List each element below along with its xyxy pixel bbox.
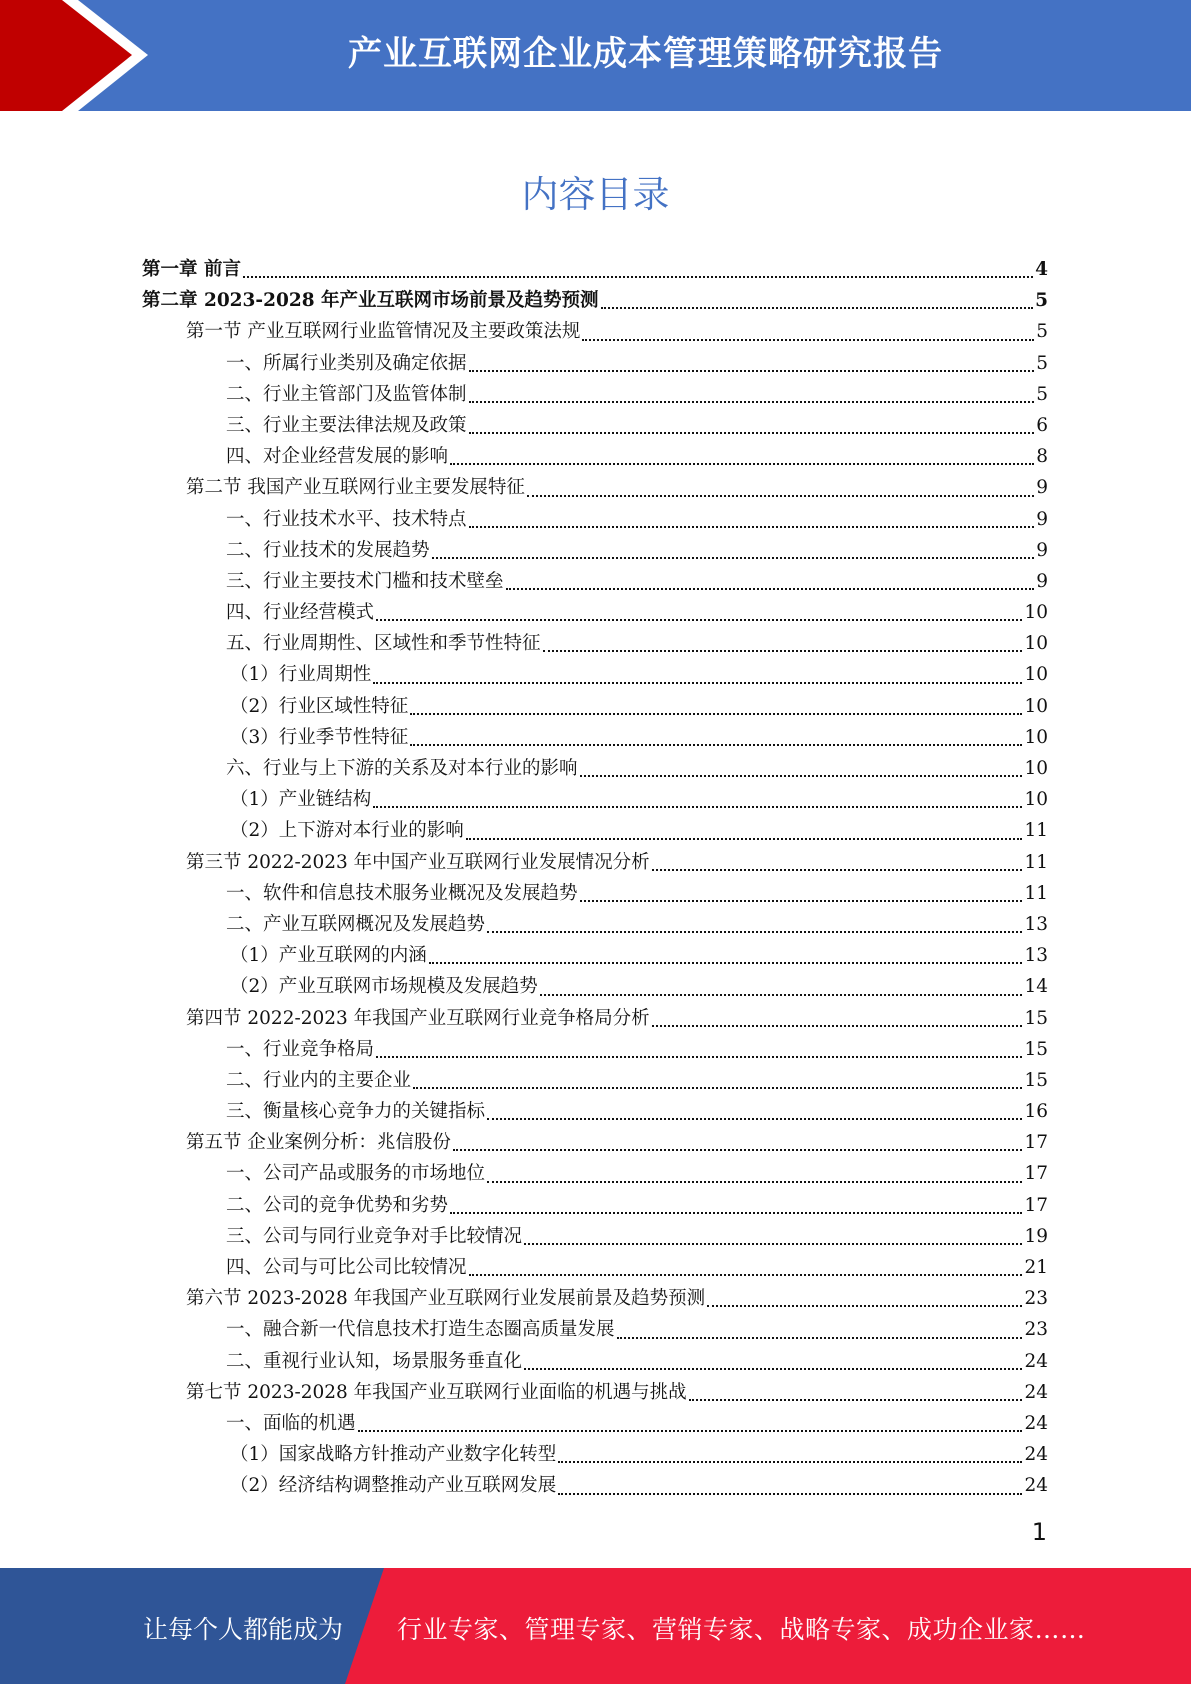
toc-entry-page: 24 bbox=[1024, 1444, 1048, 1466]
toc-entry-page: 10 bbox=[1024, 695, 1048, 717]
toc-entry-page: 11 bbox=[1024, 882, 1048, 904]
toc-entry[interactable] bbox=[142, 1127, 1048, 1158]
toc-entry[interactable] bbox=[142, 597, 1048, 628]
toc-dot-leader bbox=[373, 682, 1022, 684]
toc-entry-page: 13 bbox=[1024, 913, 1048, 935]
toc-entry-page: 5 bbox=[1036, 383, 1048, 405]
toc-entry-page: 11 bbox=[1024, 851, 1048, 873]
report-header bbox=[0, 0, 1191, 111]
toc-entry-page: 11 bbox=[1024, 820, 1048, 842]
toc-entry-title: 第二节 我国产业互联网行业主要发展特征 bbox=[186, 477, 525, 499]
toc-entry[interactable] bbox=[142, 1252, 1048, 1283]
toc-entry[interactable] bbox=[142, 1065, 1048, 1096]
toc-dot-leader bbox=[506, 588, 1035, 590]
toc-dot-leader bbox=[450, 1212, 1022, 1214]
toc-entry[interactable] bbox=[142, 1346, 1048, 1377]
toc-entry-title: 第四节 2022-2023 年我国产业互联网行业竞争格局分析 bbox=[186, 1007, 650, 1029]
toc-entry[interactable] bbox=[142, 1221, 1048, 1252]
toc-entry-page: 10 bbox=[1024, 758, 1048, 779]
toc-dot-leader bbox=[558, 1461, 1022, 1463]
toc-entry[interactable] bbox=[142, 1408, 1048, 1439]
toc-entry-title: （1）国家战略方针推动产业数字化转型 bbox=[230, 1444, 557, 1466]
toc-dot-leader bbox=[469, 401, 1035, 403]
toc-entry-title: （1）产业互联网的内涵 bbox=[230, 945, 427, 967]
toc-entry-page: 5 bbox=[1036, 321, 1048, 343]
toc-dot-leader bbox=[580, 775, 1023, 777]
toc-dot-leader bbox=[524, 1368, 1022, 1370]
toc-entry-page: 9 bbox=[1036, 508, 1048, 530]
toc-entry-page: 24 bbox=[1024, 1475, 1048, 1497]
toc-entry-title: 第五节 企业案例分析：兆信股份 bbox=[186, 1132, 451, 1154]
toc-entry-page: 9 bbox=[1036, 570, 1048, 592]
toc-entry-title: 二、行业内的主要企业 bbox=[226, 1069, 412, 1091]
report-title: 产业互联网企业成本管理策略研究报告 bbox=[348, 34, 943, 74]
toc-entry[interactable] bbox=[142, 441, 1048, 472]
toc-dot-leader bbox=[469, 1274, 1023, 1276]
toc-entry-page: 15 bbox=[1024, 1038, 1048, 1060]
toc-entry-page: 9 bbox=[1036, 539, 1048, 561]
toc-entry-title: （2）经济结构调整推动产业互联网发展 bbox=[230, 1475, 557, 1497]
toc-dot-leader bbox=[652, 869, 1023, 871]
toc-dot-leader bbox=[617, 1337, 1023, 1339]
toc-entry-title: 二、行业主管部门及监管体制 bbox=[226, 383, 467, 405]
toc-entry[interactable] bbox=[142, 691, 1048, 722]
toc-entry-page: 24 bbox=[1024, 1412, 1048, 1434]
toc-entry-page: 13 bbox=[1024, 945, 1048, 967]
toc-dot-leader bbox=[413, 1087, 1022, 1089]
toc-entry[interactable] bbox=[142, 753, 1048, 784]
toc-entry-page: 17 bbox=[1024, 1163, 1048, 1185]
toc-dot-leader bbox=[373, 806, 1022, 808]
toc-dot-leader bbox=[527, 495, 1034, 497]
toc-entry-title: 二、公司的竞争优势和劣势 bbox=[226, 1194, 449, 1216]
toc-dot-leader bbox=[453, 1149, 1023, 1151]
toc-entry[interactable] bbox=[142, 504, 1048, 535]
toc-dot-leader bbox=[601, 307, 1034, 309]
toc-dot-leader bbox=[376, 1056, 1022, 1058]
toc-dot-leader bbox=[450, 463, 1034, 465]
toc-entry-title: 三、行业主要法律法规及政策 bbox=[226, 414, 467, 436]
toc-entry-title: 二、重视行业认知，场景服务垂直化 bbox=[226, 1350, 523, 1372]
toc-entry[interactable] bbox=[142, 410, 1048, 441]
toc-entry-title: 第一节 产业互联网行业监管情况及主要政策法规 bbox=[186, 321, 581, 343]
toc-entry-page: 8 bbox=[1036, 446, 1048, 468]
toc-entry-title: （2）产业互联网市场规模及发展趋势 bbox=[230, 976, 538, 998]
toc-entry-title: 四、公司与可比公司比较情况 bbox=[226, 1257, 467, 1278]
footer-slogan-right: 行业专家、管理专家、营销专家、战略专家、成功企业家…… bbox=[397, 1615, 1086, 1644]
toc-entry-title: 二、产业互联网概况及发展趋势 bbox=[226, 913, 486, 935]
toc-entry-title: 一、软件和信息技术服务业概况及发展趋势 bbox=[226, 882, 578, 904]
toc-entry[interactable] bbox=[142, 784, 1048, 815]
toc-entry-title: 六、行业与上下游的关系及对本行业的影响 bbox=[226, 758, 578, 779]
toc-dot-leader bbox=[243, 276, 1033, 278]
toc-entry-title: 三、公司与同行业竞争对手比较情况 bbox=[226, 1225, 523, 1247]
toc-entry-title: 四、行业经营模式 bbox=[226, 602, 375, 624]
toc-entry[interactable] bbox=[142, 722, 1048, 753]
toc-entry[interactable] bbox=[142, 316, 1048, 347]
toc-entry-page: 23 bbox=[1024, 1319, 1048, 1341]
toc-entry[interactable] bbox=[142, 1283, 1048, 1314]
toc-entry-page: 23 bbox=[1024, 1288, 1048, 1310]
toc-entry[interactable] bbox=[142, 847, 1048, 878]
toc-entry-page: 6 bbox=[1036, 414, 1048, 436]
toc-entry[interactable] bbox=[142, 659, 1048, 690]
toc-entry-title: 一、公司产品或服务的市场地位 bbox=[226, 1163, 486, 1185]
toc-entry[interactable] bbox=[142, 535, 1048, 566]
toc-entry-page: 14 bbox=[1024, 976, 1048, 998]
toc-entry-title: 一、融合新一代信息技术打造生态圈高质量发展 bbox=[226, 1319, 615, 1341]
toc-entry-title: 一、行业竞争格局 bbox=[226, 1038, 375, 1060]
toc-entry[interactable] bbox=[142, 940, 1048, 971]
toc-entry-page: 10 bbox=[1024, 664, 1048, 686]
toc-dot-leader bbox=[410, 713, 1022, 715]
toc-dot-leader bbox=[582, 339, 1034, 341]
toc-dot-leader bbox=[469, 526, 1035, 528]
toc-entry-title: 三、衡量核心竞争力的关键指标 bbox=[226, 1101, 486, 1123]
toc-dot-leader bbox=[689, 1399, 1023, 1401]
toc-entry[interactable] bbox=[142, 285, 1048, 316]
toc-entry-page: 5 bbox=[1035, 290, 1048, 312]
toc-dot-leader bbox=[580, 900, 1023, 902]
toc-entry-page: 10 bbox=[1024, 602, 1048, 624]
toc-entry-title: 第六节 2023-2028 年我国产业互联网行业发展前景及趋势预测 bbox=[186, 1288, 706, 1310]
toc-entry-title: 三、行业主要技术门槛和技术壁垒 bbox=[226, 570, 504, 592]
toc-entry-title: 一、行业技术水平、技术特点 bbox=[226, 508, 467, 530]
toc-dot-leader bbox=[358, 1430, 1023, 1432]
toc-dot-leader bbox=[410, 744, 1022, 746]
toc-entry[interactable] bbox=[142, 909, 1048, 940]
toc-entry-title: 第七节 2023-2028 年我国产业互联网行业面临的机遇与挑战 bbox=[186, 1381, 687, 1403]
toc-entry[interactable] bbox=[142, 1314, 1048, 1345]
toc-entry-title: （3）行业季节性特征 bbox=[230, 726, 409, 748]
toc-entry[interactable] bbox=[142, 1377, 1048, 1408]
toc-dot-leader bbox=[487, 1181, 1022, 1183]
toc-entry-title: 一、面临的机遇 bbox=[226, 1412, 356, 1434]
toc-dot-leader bbox=[707, 1305, 1022, 1307]
toc-entry-title: （2）上下游对本行业的影响 bbox=[230, 820, 464, 842]
toc-entry[interactable] bbox=[142, 1158, 1048, 1189]
footer-slogan-left: 让每个人都能成为 bbox=[143, 1615, 344, 1644]
toc-entry-page: 24 bbox=[1024, 1381, 1048, 1403]
toc-dot-leader bbox=[376, 619, 1022, 621]
toc-entry-page: 4 bbox=[1035, 259, 1048, 280]
toc-entry-title: 一、所属行业类别及确定依据 bbox=[226, 352, 467, 374]
toc-dot-leader bbox=[543, 650, 1023, 652]
toc-entry[interactable] bbox=[142, 628, 1048, 659]
toc-dot-leader bbox=[524, 1243, 1022, 1245]
toc-entry[interactable] bbox=[142, 472, 1048, 503]
toc-entry-title: 二、行业技术的发展趋势 bbox=[226, 539, 430, 561]
toc-entry[interactable] bbox=[142, 971, 1048, 1002]
toc-dot-leader bbox=[469, 432, 1035, 434]
toc-entry-page: 16 bbox=[1024, 1101, 1048, 1123]
toc-dot-leader bbox=[469, 370, 1035, 372]
toc-entry-page: 19 bbox=[1024, 1225, 1048, 1247]
table-of-contents bbox=[142, 254, 1048, 1502]
toc-entry-page: 5 bbox=[1036, 352, 1048, 374]
toc-entry[interactable] bbox=[142, 1470, 1048, 1501]
page-footer bbox=[0, 1568, 1191, 1684]
toc-entry[interactable] bbox=[142, 254, 1048, 285]
toc-entry-page: 17 bbox=[1024, 1194, 1048, 1216]
toc-entry-page: 10 bbox=[1024, 726, 1048, 748]
toc-entry-title: 四、对企业经营发展的影响 bbox=[226, 446, 449, 468]
toc-entry[interactable] bbox=[142, 566, 1048, 597]
toc-entry[interactable] bbox=[142, 348, 1048, 379]
toc-entry-title: 第一章 前言 bbox=[142, 259, 241, 280]
toc-entry-page: 17 bbox=[1024, 1132, 1048, 1154]
toc-dot-leader bbox=[466, 838, 1023, 840]
toc-entry[interactable] bbox=[142, 1096, 1048, 1127]
toc-dot-leader bbox=[652, 1025, 1023, 1027]
toc-entry[interactable] bbox=[142, 379, 1048, 410]
toc-entry[interactable] bbox=[142, 878, 1048, 909]
toc-dot-leader bbox=[487, 931, 1022, 933]
toc-entry[interactable] bbox=[142, 1003, 1048, 1034]
toc-entry-page: 15 bbox=[1024, 1069, 1048, 1091]
toc-dot-leader bbox=[558, 1493, 1022, 1495]
toc-entry-title: （2）行业区域性特征 bbox=[230, 695, 409, 717]
toc-entry[interactable] bbox=[142, 1034, 1048, 1065]
page-number: 1 bbox=[1031, 1518, 1047, 1546]
toc-entry-page: 15 bbox=[1024, 1007, 1048, 1029]
toc-entry[interactable] bbox=[142, 1439, 1048, 1470]
toc-entry[interactable] bbox=[142, 815, 1048, 846]
toc-entry-page: 9 bbox=[1036, 477, 1048, 499]
toc-entry-title: 第三节 2022-2023 年中国产业互联网行业发展情况分析 bbox=[186, 851, 650, 873]
toc-dot-leader bbox=[540, 994, 1023, 996]
toc-entry-page: 24 bbox=[1024, 1350, 1048, 1372]
toc-entry-title: 第二章 2023-2028 年产业互联网市场前景及趋势预测 bbox=[142, 290, 599, 312]
toc-entry-title: 五、行业周期性、区域性和季节性特征 bbox=[226, 633, 541, 655]
toc-dot-leader bbox=[432, 557, 1035, 559]
toc-dot-leader bbox=[429, 962, 1023, 964]
toc-entry-page: 21 bbox=[1024, 1257, 1048, 1278]
toc-entry-title: （1）行业周期性 bbox=[230, 664, 372, 686]
toc-entry[interactable] bbox=[142, 1190, 1048, 1221]
toc-entry-title: （1）产业链结构 bbox=[230, 789, 372, 811]
toc-entry-page: 10 bbox=[1024, 633, 1048, 655]
toc-dot-leader bbox=[487, 1118, 1022, 1120]
toc-entry-page: 10 bbox=[1024, 789, 1048, 811]
toc-heading: 内容目录 bbox=[521, 173, 670, 216]
